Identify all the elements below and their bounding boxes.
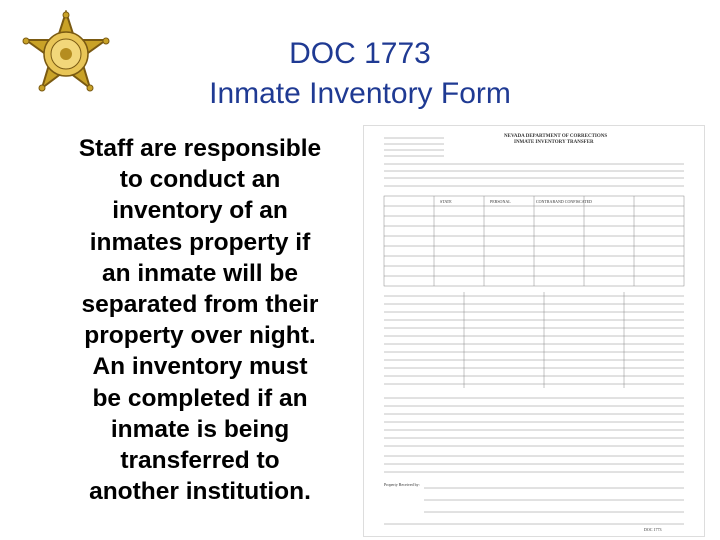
form-footer-left: Property Received by: [384,482,420,487]
form-heading-2: INMATE INVENTORY TRANSFER [514,140,594,145]
body-line: property over night. [84,322,316,350]
nevada-star-badge-icon [18,10,114,102]
body-line: inventory of an [112,197,288,225]
slide-title [150,34,570,114]
body-line: An inventory must [92,353,308,381]
body-line: separated from their [81,291,319,319]
form-col-contraband: CONTRABAND CONFISCATED [536,199,592,204]
form-lines-graphic [364,126,704,536]
title-line-1: DOC 1773 [289,37,431,70]
form-footer-right: DOC 1773 [644,527,662,532]
body-line: an inmate will be [101,259,299,287]
nevada-doc-badge-logo [18,10,114,102]
body-line: be completed if an [92,384,308,412]
form-col-state: STATE [440,199,452,204]
form-heading-1: NEVADA DEPARTMENT OF CORRECTIONS [504,134,608,139]
body-line: inmate is being [110,415,290,443]
body-line: another institution. [89,478,311,506]
inventory-form-image [363,125,705,537]
body-line: to conduct an [119,166,281,194]
form-col-personal: PERSONAL [490,199,511,204]
body-line: Staff are responsible [78,135,322,162]
body-line: inmates property if [89,228,311,256]
body-paragraph [50,133,350,507]
title-line-2: Inmate Inventory Form [209,77,511,110]
body-line: transferred to [120,447,280,475]
